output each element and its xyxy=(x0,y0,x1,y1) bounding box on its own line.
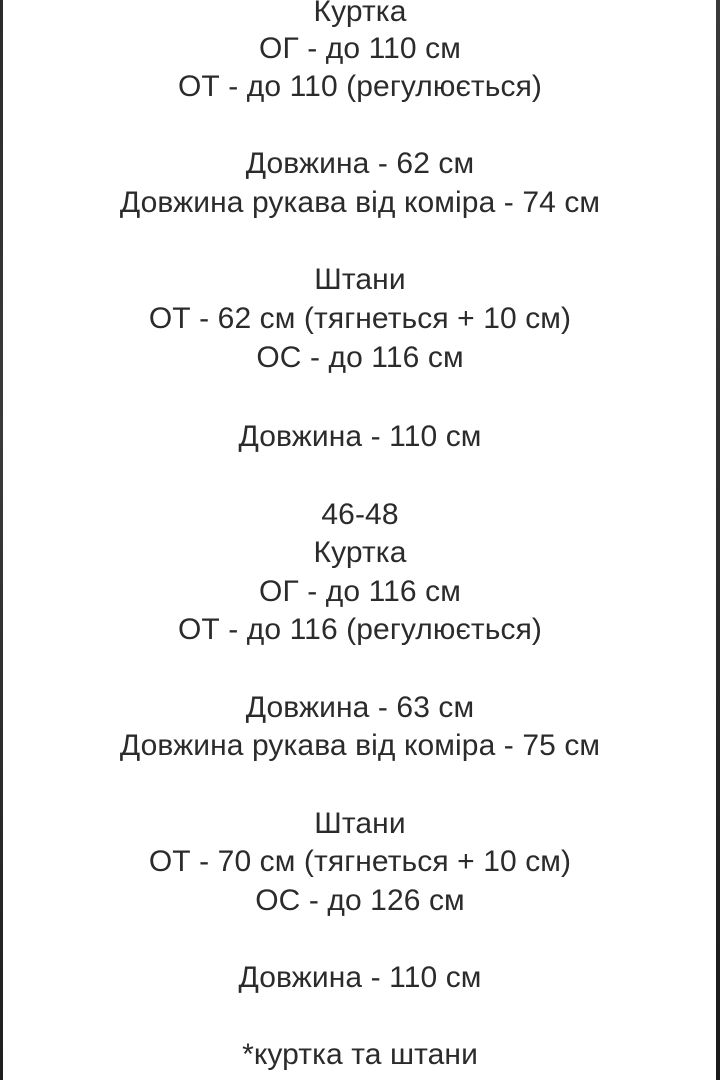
pants-length-1: Довжина - 110 см xyxy=(238,420,482,453)
sleeve-length-1: Довжина рукава від коміра - 74 см xyxy=(119,186,601,219)
hip-girth-2: ОС - до 126 см xyxy=(255,884,465,917)
jacket-length-2: Довжина - 63 см xyxy=(245,691,475,724)
pants-waist-1: ОТ - 62 см (тягнеться + 10 см) xyxy=(148,302,572,335)
footnote: *куртка та штани xyxy=(242,1038,478,1071)
waist-girth-2: ОТ - до 116 (регулюється) xyxy=(177,613,543,646)
jacket-heading-1: Куртка xyxy=(313,0,407,28)
pants-waist-2: ОТ - 70 см (тягнеться + 10 см) xyxy=(148,845,572,878)
jacket-heading-2: Куртка xyxy=(313,536,407,569)
hip-girth-1: ОС - до 116 см xyxy=(256,341,464,374)
size-range-heading: 46-48 xyxy=(321,498,399,531)
jacket-length-1: Довжина - 62 см xyxy=(245,147,475,180)
chest-girth-2: ОГ - до 116 см xyxy=(259,575,461,608)
pants-heading-1: Штани xyxy=(314,263,406,296)
pants-length-2: Довжина - 110 см xyxy=(238,961,482,994)
chest-girth-1: ОГ - до 110 см xyxy=(259,32,461,65)
pants-heading-2: Штани xyxy=(314,807,406,840)
waist-girth-1: ОТ - до 110 (регулюється) xyxy=(177,70,543,103)
sleeve-length-2: Довжина рукава від коміра - 75 см xyxy=(119,729,601,762)
